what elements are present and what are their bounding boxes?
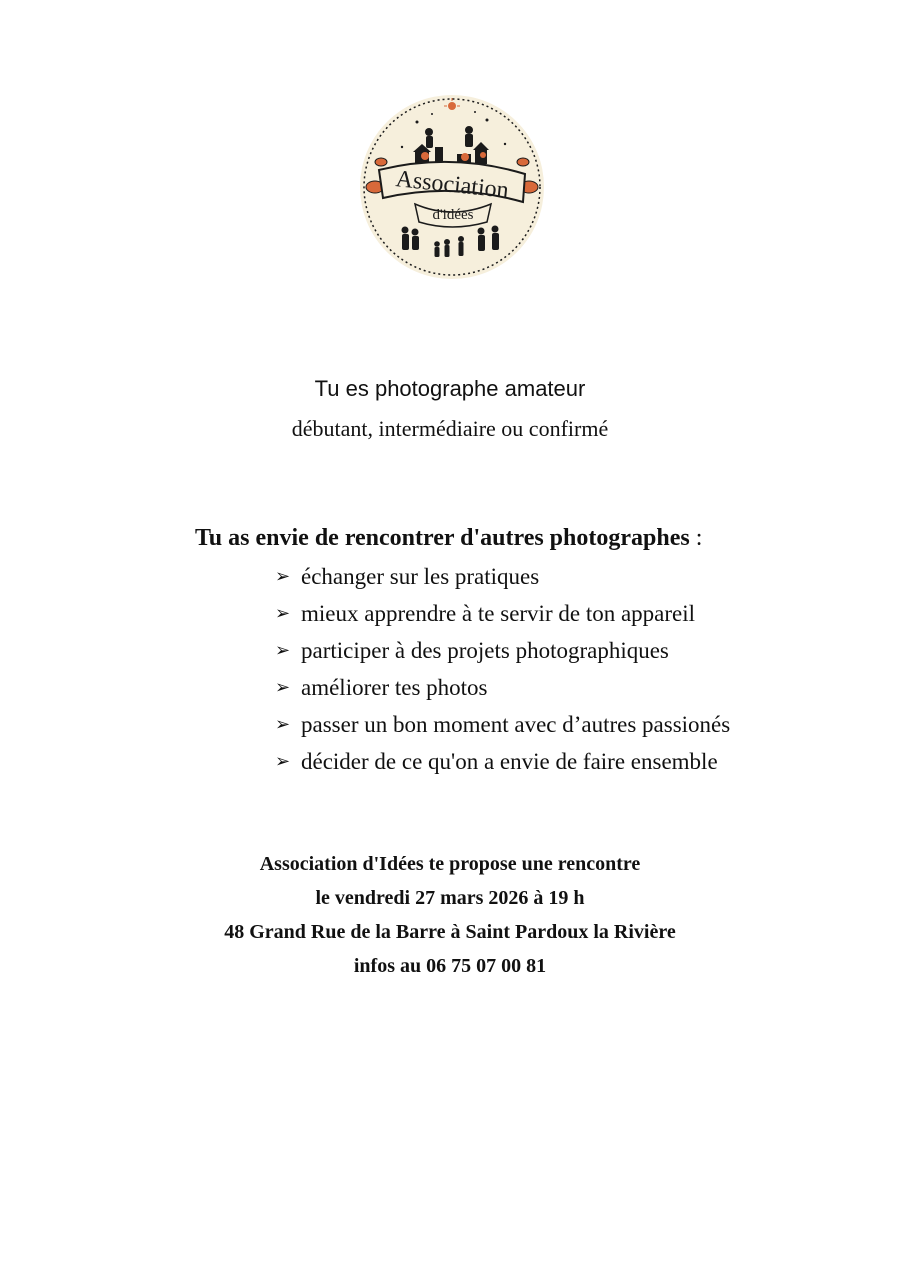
list-item — [275, 747, 730, 784]
association-logo — [357, 92, 547, 282]
event-info-phone: infos au 06 75 07 00 81 — [353, 955, 547, 977]
arrow-bullet-icon: ➢ — [275, 603, 291, 624]
arrow-bullet-icon: ➢ — [275, 677, 291, 698]
event-info-date: le vendredi 27 mars 2026 à 19 h — [315, 887, 585, 909]
intro-suffix: : — [689, 525, 703, 551]
list-item-text: passer un bon moment avec d’autres passionés — [301, 712, 731, 737]
event-info-address: 48 Grand Rue de la Barre à Saint Pardoux la Rivière — [224, 921, 676, 943]
page-title: Tu es photographe amateur — [314, 376, 586, 401]
list-item — [275, 599, 730, 636]
intro-bold: Tu as envie de rencontrer d'autres photographes — [195, 525, 690, 551]
page-subtitle: débutant, intermédiaire ou confirmé — [291, 416, 609, 441]
list-item-text: améliorer tes photos — [301, 675, 488, 700]
list-item — [275, 636, 730, 673]
arrow-bullet-icon: ➢ — [275, 714, 291, 735]
list-item-text: participer à des projets photographiques — [301, 638, 669, 663]
list-item-text: échanger sur les pratiques — [301, 564, 540, 589]
activities-list — [275, 562, 730, 784]
list-item — [275, 673, 730, 710]
intro-line — [195, 525, 702, 552]
list-item — [275, 710, 730, 747]
event-info — [0, 850, 900, 986]
arrow-bullet-icon: ➢ — [275, 566, 291, 587]
svg-text:d'idées: d'idées — [432, 207, 474, 223]
svg-text:Association: Association — [394, 166, 510, 204]
event-info-organizer: Association d'Idées te propose une rencontre — [259, 853, 641, 875]
arrow-bullet-icon: ➢ — [275, 751, 291, 772]
arrow-bullet-icon: ➢ — [275, 640, 291, 661]
list-item-text: mieux apprendre à te servir de ton appareil — [301, 601, 696, 626]
list-item — [275, 562, 730, 599]
list-item-text: décider de ce qu'on a envie de faire ensemble — [301, 749, 718, 774]
